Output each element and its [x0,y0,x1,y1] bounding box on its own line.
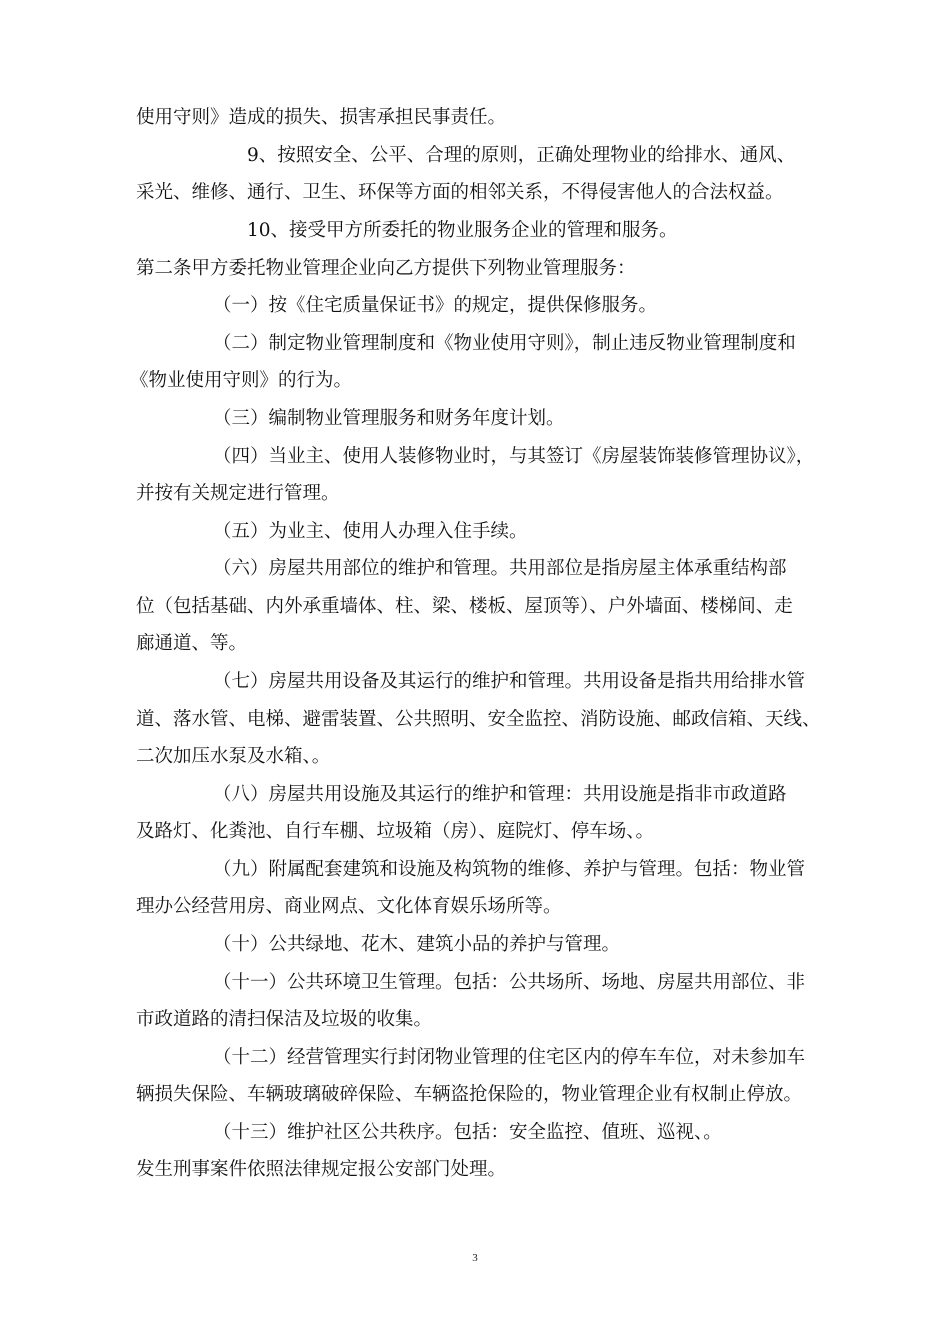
text-line: （一）按《住宅质量保证书》的规定，提供保修服务。 [213,295,658,316]
text-line: （五）为业主、使用人办理入住手续。 [213,521,528,542]
text-line: 使用守则》造成的损失、损害承担民事责任。 [136,107,507,128]
text-line: 采光、维修、通行、卫生、环保等方面的相邻关系，不得侵害他人的合法权益。 [136,182,784,203]
text-line: 理办公经营用房、商业网点、文化体育娱乐场所等。 [136,896,562,917]
text-line: （十）公共绿地、花木、建筑小品的养护与管理。 [213,934,621,955]
text-line: 市政道路的清扫保洁及垃圾的收集。 [136,1009,433,1030]
text-line: 发生刑事案件依照法律规定报公安部门处理。 [136,1159,507,1180]
text-line: （十三）维护社区公共秩序。包括：安全监控、值班、巡视、。 [213,1122,722,1143]
text-line: 二次加压水泵及水箱、。 [136,746,331,767]
text-line: 及路灯、化粪池、自行车棚、垃圾箱（房）、庭院灯、停车场、。 [136,821,655,842]
text-line: （七）房屋共用设备及其运行的维护和管理。共用设备是指共用给排水管 [213,671,806,692]
text-line: （十二）经营管理实行封闭物业管理的住宅区内的停车车位，对未参加车 [213,1047,806,1068]
text-line: 第二条甲方委托物业管理企业向乙方提供下列物业管理服务： [136,258,636,279]
text-line: （八）房屋共用设施及其运行的维护和管理：共用设施是指非市政道路 [213,784,787,805]
text-line: （三）编制物业管理服务和财务年度计划。 [213,408,565,429]
text-line: （四）当业主、使用人装修物业时，与其签订《房屋装饰装修管理协议》， [213,446,815,467]
text-line: （十一）公共环境卫生管理。包括：公共场所、场地、房屋共用部位、非 [213,972,806,993]
text-line: （二）制定物业管理制度和《物业使用守则》，制止违反物业管理制度和 [213,333,796,354]
text-line: （六）房屋共用部位的维护和管理。共用部位是指房屋主体承重结构部 [213,558,787,579]
page-number: 3 [472,1252,478,1264]
text-line: 并按有关规定进行管理。 [136,483,340,504]
text-line: 《物业使用守则》的行为。 [130,370,353,391]
text-line: 廊通道、等。 [136,633,248,654]
text-line: 道、落水管、电梯、避雷装置、公共照明、安全监控、消防设施、邮政信箱、天线、 [136,709,821,730]
text-line: 辆损失保险、车辆玻璃破碎保险、车辆盗抢保险的，物业管理企业有权制止停放。 [136,1084,803,1105]
text-line: 位（包括基础、内外承重墙体、柱、梁、楼板、屋顶等）、户外墙面、楼梯间、走 [136,596,793,617]
text-line: （九）附属配套建筑和设施及构筑物的维修、养护与管理。包括：物业管 [213,859,806,880]
text-line: 9、按照安全、公平、合理的原则，正确处理物业的给排水、通风、 [247,145,796,166]
text-line: 10、接受甲方所委托的物业服务企业的管理和服务。 [247,220,678,241]
